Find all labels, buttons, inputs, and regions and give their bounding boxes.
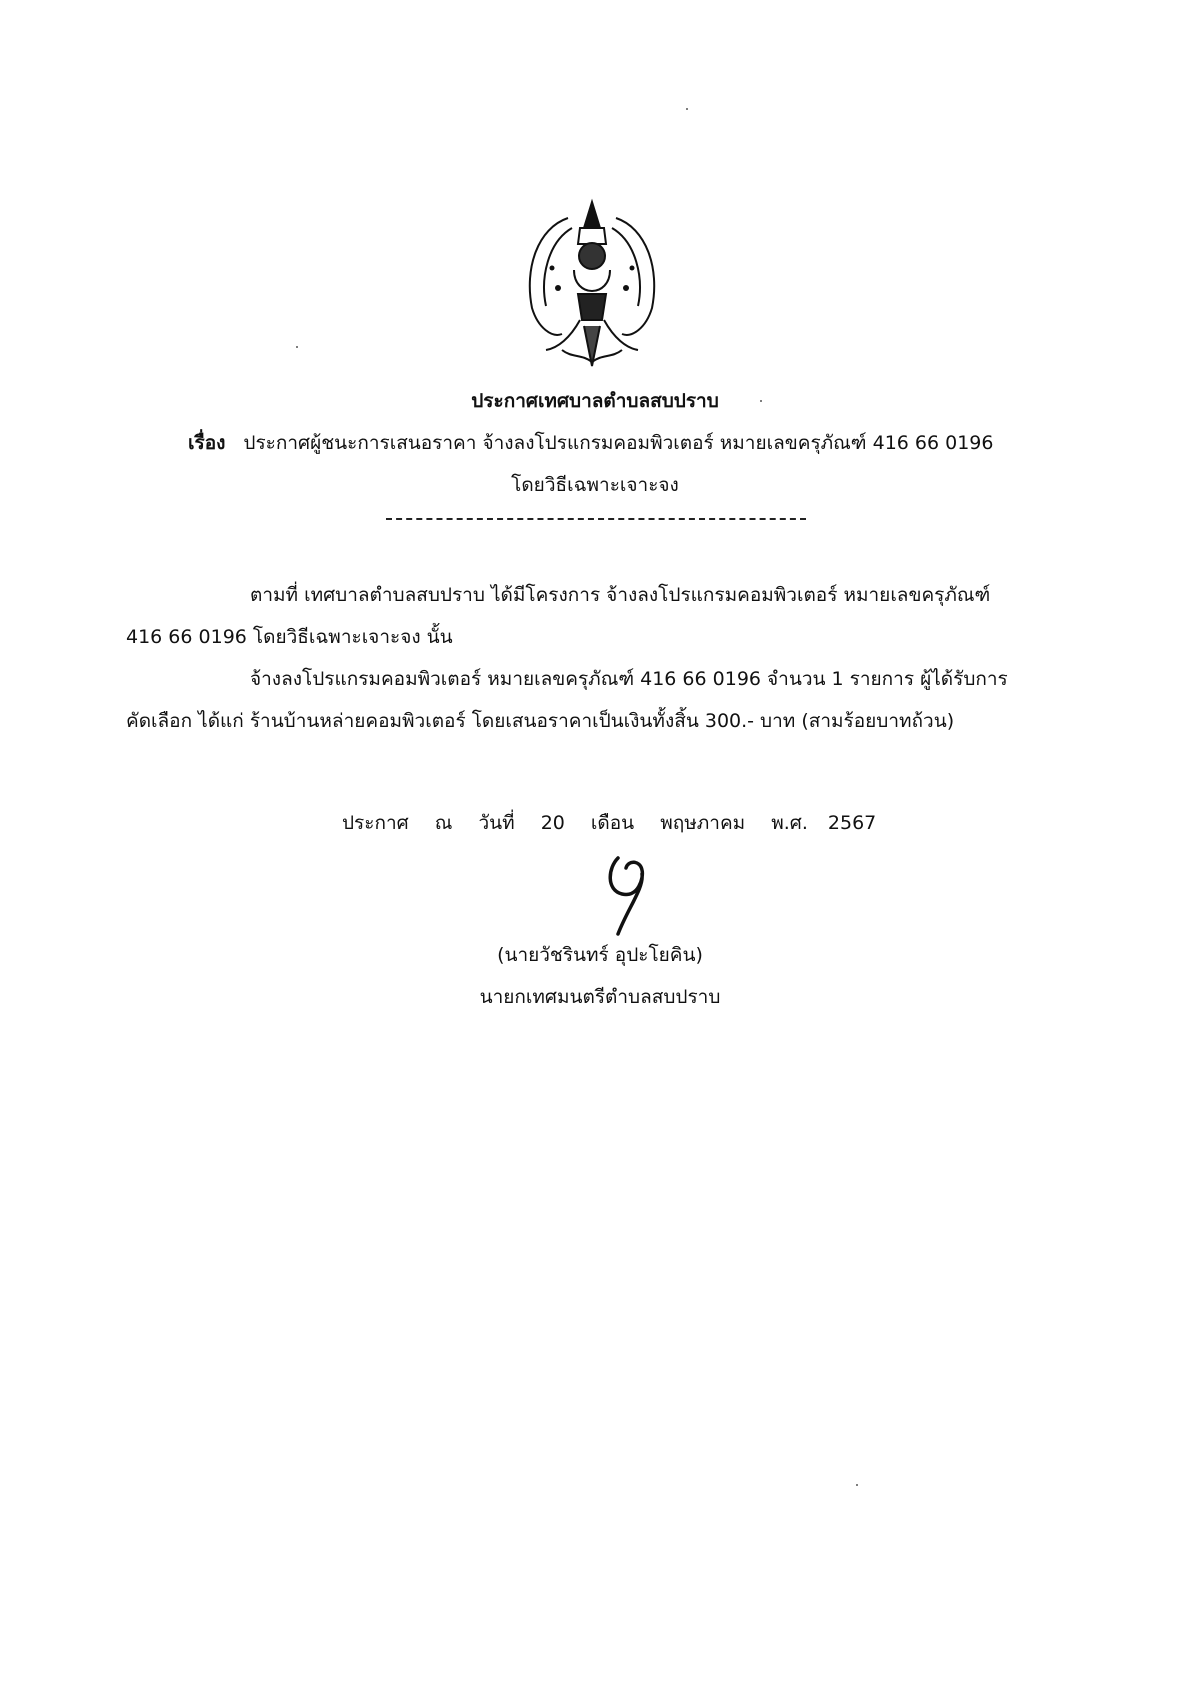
date-at: ณ: [434, 812, 453, 834]
body-para1-line2: 416 66 0196 โดยวิธีเฉพาะเจาะจง นั้น: [126, 626, 453, 648]
body-para2-line2: คัดเลือก ได้แก่ ร้านบ้านหล่ายคอมพิวเตอร์ โดยเสนอราคาเป็นเงินทั้งสิ้น 300.- บาท (สามร้อยบาทถ้วน): [126, 710, 955, 732]
date-day-label: วันที่: [478, 812, 515, 834]
date-announce: ประกาศ: [342, 812, 409, 834]
subject-label: เรื่อง: [188, 432, 226, 454]
subject-line: [188, 428, 993, 458]
garuda-emblem-icon: [518, 198, 666, 370]
signer-position: นายกเทศมนตรีตำบลสบปราบ: [479, 986, 721, 1008]
subject-text: ประกาศผู้ชนะการเสนอราคา จ้างลงโปรแกรมคอมพิวเตอร์ หมายเลขครุภัณฑ์ 416 66 0196: [243, 432, 994, 454]
signer-name: (นายวัชรินทร์ อุปะโยคิน): [497, 944, 703, 966]
date-day: 20: [540, 812, 565, 834]
scan-speck: [856, 1484, 858, 1486]
subject-method: โดยวิธีเฉพาะเจาะจง: [511, 474, 679, 496]
announcement-date: [342, 808, 896, 838]
body-para1-line1: ตามที่ เทศบาลตำบลสบปราบ ได้มีโครงการ จ้างลงโปรแกรมคอมพิวเตอร์ หมายเลขครุภัณฑ์: [250, 584, 991, 606]
scan-speck: [296, 346, 298, 348]
date-month-label: เดือน: [590, 812, 635, 834]
body-para2-line1: จ้างลงโปรแกรมคอมพิวเตอร์ หมายเลขครุภัณฑ์ 416 66 0196 จำนวน 1 รายการ ผู้ได้รับการ: [250, 668, 1008, 690]
separator-rule: [386, 518, 806, 520]
handwritten-signature-icon: [588, 848, 668, 938]
date-month: พฤษภาคม: [660, 812, 746, 834]
date-year-label: พ.ศ.: [771, 812, 808, 834]
document-title: ประกาศเทศบาลตำบลสบปราบ: [471, 390, 719, 412]
scan-speck: [760, 400, 762, 402]
scan-speck: [686, 108, 688, 110]
date-year: 2567: [827, 812, 877, 834]
